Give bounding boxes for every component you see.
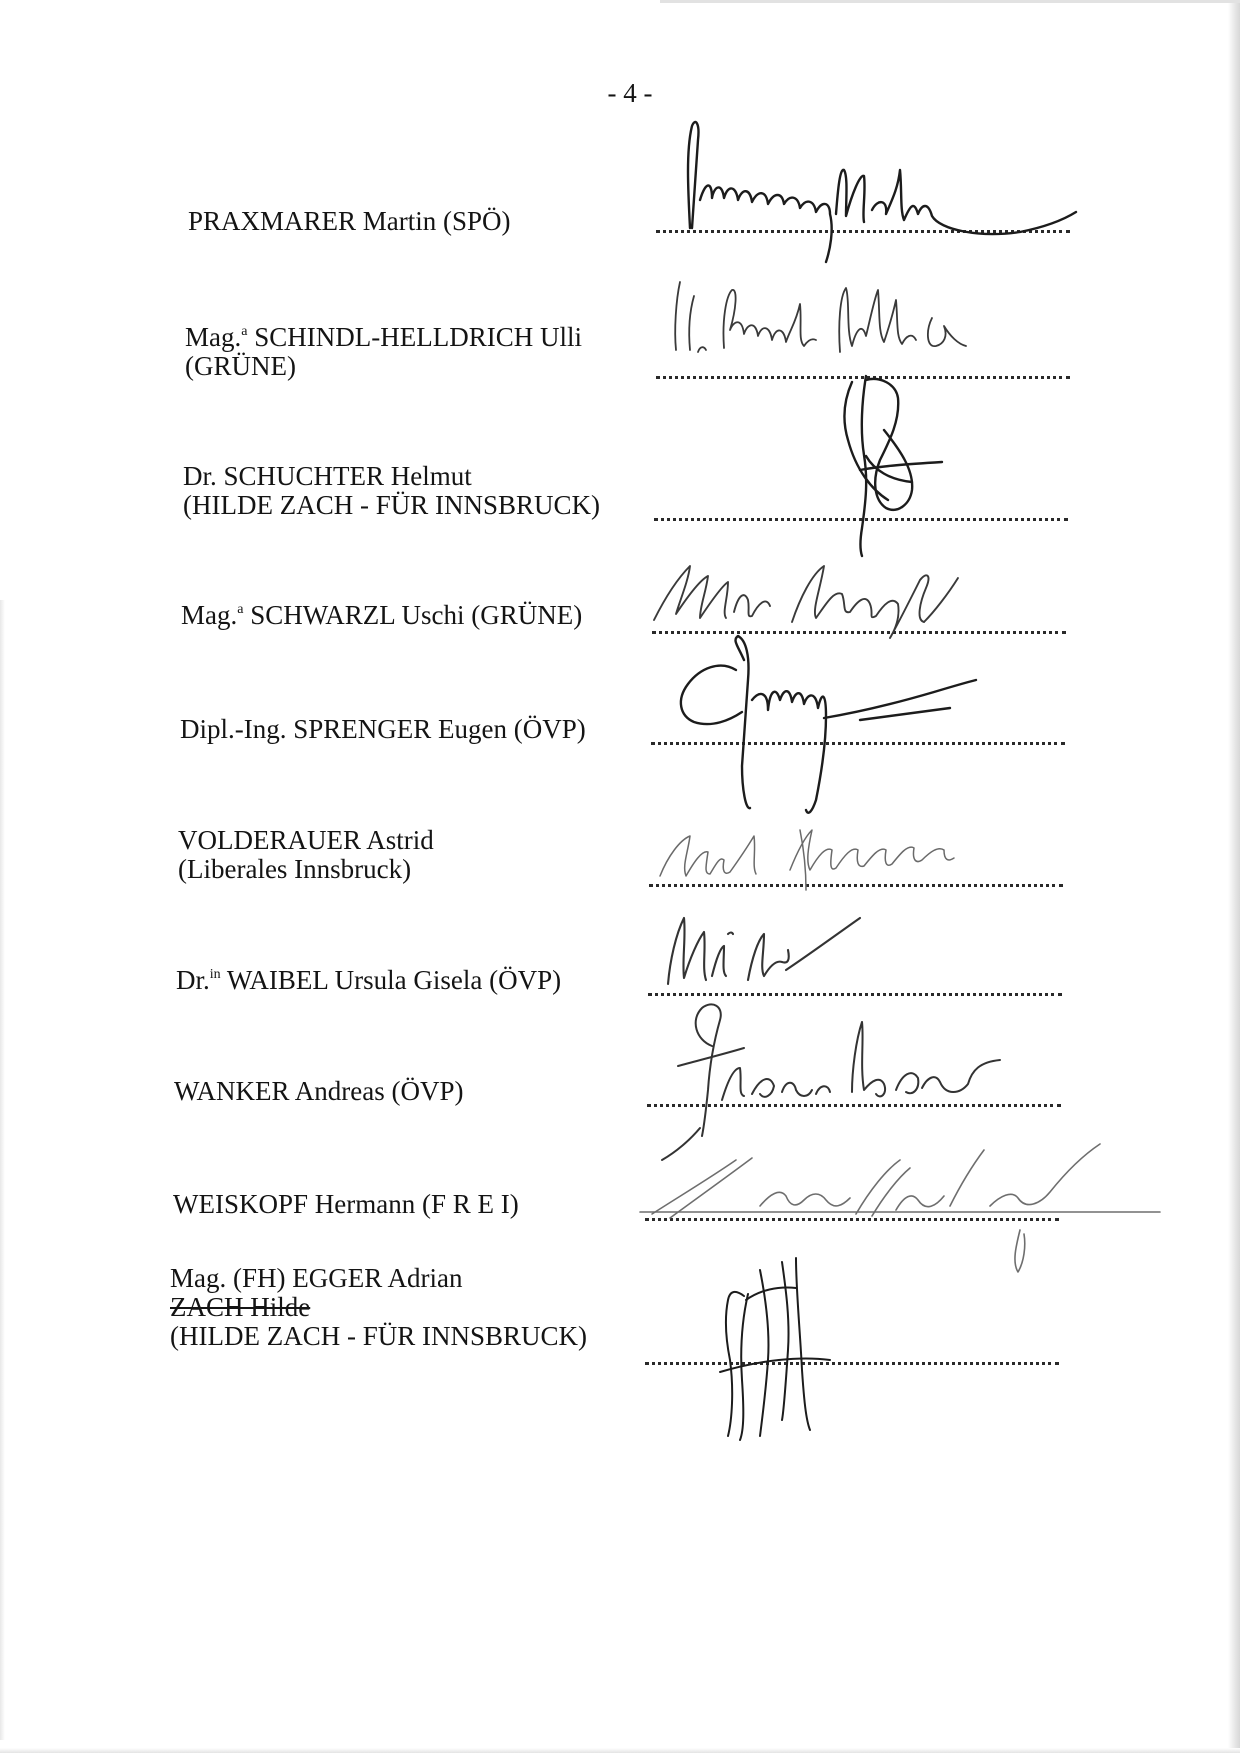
- signature-waibel: [668, 918, 860, 984]
- signatory-sprenger: [180, 715, 586, 744]
- signatory-title: Mag.: [181, 600, 238, 630]
- signature-line-waibel: [648, 993, 1062, 996]
- signatory-praxmarer: [188, 207, 511, 236]
- signatory-title: Mag.: [185, 322, 242, 352]
- signature-line-egger: [645, 1362, 1059, 1365]
- signatory-waibel: [176, 966, 561, 995]
- signatory-name: Dipl.-Ing. SPRENGER Eugen (ÖVP): [180, 714, 586, 744]
- signatory-egger: [170, 1264, 587, 1351]
- signatory-volderauer: [178, 826, 434, 884]
- signature-egger: [720, 1258, 830, 1440]
- signatory-title: Dr.: [176, 965, 210, 995]
- signatory-name: Mag. (FH) EGGER Adrian: [170, 1263, 463, 1293]
- signature-weiskopf: [640, 1144, 1160, 1272]
- signatory-title-superscript: in: [209, 967, 221, 982]
- signatory-name: WEISKOPF Hermann (F R E I): [173, 1189, 519, 1219]
- signature-line-wanker: [647, 1104, 1061, 1107]
- signature-line-volderauer: [649, 884, 1063, 887]
- signatory-schwarzl: [181, 601, 582, 630]
- scan-edge-bottom: [0, 1748, 1240, 1753]
- signatory-schindl-helldrich: [185, 323, 582, 381]
- signature-schindl-helldrich: [675, 282, 966, 352]
- signatory-weiskopf: [173, 1190, 519, 1219]
- signatory-schuchter: [183, 462, 600, 520]
- signatory-wanker: [174, 1077, 463, 1106]
- signatory-name: Dr. SCHUCHTER Helmut: [183, 461, 472, 491]
- signatory-name: VOLDERAUER Astrid: [178, 825, 434, 855]
- signature-line-schwarzl: [652, 631, 1066, 634]
- signatory-name: PRAXMARER Martin (SPÖ): [188, 206, 511, 236]
- signature-line-praxmarer: [656, 230, 1070, 233]
- signatory-name: SCHWARZL Uschi (GRÜNE): [250, 600, 583, 630]
- signature-volderauer: [660, 830, 954, 890]
- page-number: - 4 -: [607, 78, 653, 108]
- signature-line-schindl-helldrich: [656, 376, 1070, 379]
- signatory-party: (HILDE ZACH - FÜR INNSBRUCK): [183, 490, 600, 520]
- struck-through-name: ZACH Hilde: [170, 1292, 311, 1322]
- signature-line-sprenger: [651, 742, 1065, 745]
- signature-praxmarer: [688, 122, 1076, 262]
- signatory-name: SCHINDL-HELLDRICH Ulli: [254, 322, 582, 352]
- signatory-party: (GRÜNE): [185, 351, 296, 381]
- scan-edge-right: [1228, 0, 1240, 1753]
- signature-schwarzl: [654, 566, 958, 638]
- signatory-name: WAIBEL Ursula Gisela (ÖVP): [226, 965, 562, 995]
- signature-schuchter: [845, 376, 942, 556]
- signatory-name: WANKER Andreas (ÖVP): [174, 1076, 464, 1106]
- signatory-party: (HILDE ZACH - FÜR INNSBRUCK): [170, 1321, 587, 1351]
- signature-wanker: [662, 1004, 1000, 1160]
- signature-line-schuchter: [654, 518, 1068, 521]
- scan-edge-left: [0, 600, 5, 1740]
- signature-sprenger: [681, 636, 976, 813]
- scan-edge-top: [660, 0, 1240, 3]
- signatory-title-superscript: a: [237, 602, 244, 617]
- signatory-party: (Liberales Innsbruck): [178, 854, 412, 884]
- signatory-title-superscript: a: [241, 324, 248, 339]
- signature-line-weiskopf: [645, 1218, 1059, 1221]
